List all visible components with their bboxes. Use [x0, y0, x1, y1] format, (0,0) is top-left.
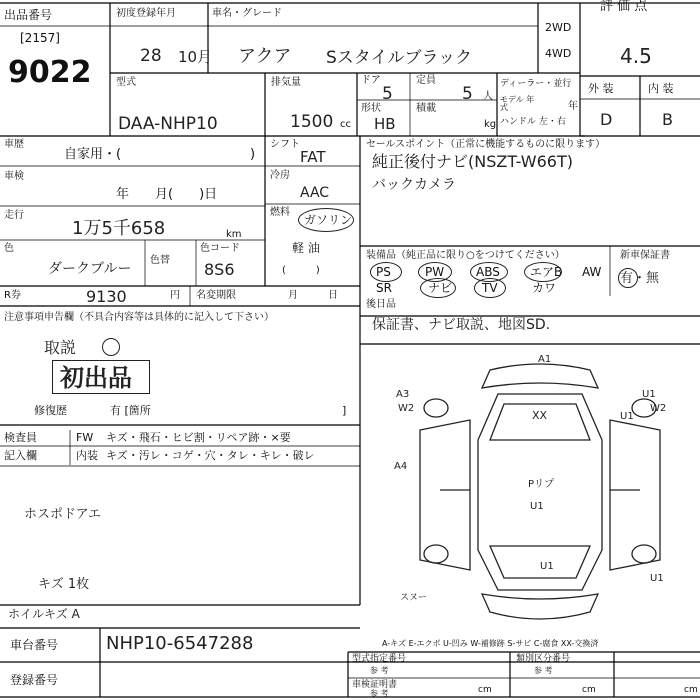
- color-no-label: 色替: [150, 255, 170, 266]
- history-label: 車歴: [4, 139, 24, 150]
- equip-abs: ABS: [476, 265, 500, 279]
- door-label: ドア: [361, 75, 381, 86]
- remark-1: ホスポドアエ: [24, 507, 101, 522]
- interior-grade: B: [662, 110, 673, 129]
- mark-a1: A1: [538, 354, 552, 365]
- equip-tv: TV: [482, 281, 498, 295]
- r-value: 9130: [86, 287, 127, 306]
- wheel-rr: [632, 545, 656, 563]
- mark-pripu: Pリプ: [528, 479, 555, 490]
- inspector-interior: 内装: [76, 449, 98, 462]
- shape-value: HB: [374, 115, 396, 133]
- load-label: 積載: [416, 103, 436, 114]
- name-change-label: 名変期限: [196, 290, 236, 301]
- exterior-label: 外 装: [588, 82, 614, 95]
- lot-number: 9022: [8, 55, 92, 90]
- yen-unit: 円: [170, 290, 180, 301]
- mark-w2-right: W2: [650, 403, 667, 414]
- r-label: R券: [4, 290, 21, 301]
- inspector-label: 検査員: [4, 431, 37, 444]
- mark-u1-rr: U1: [650, 573, 664, 584]
- lot-bracket: [2157]: [20, 31, 60, 45]
- interior-items: キズ・汚レ・コゲ・穴・タレ・キレ・破レ: [106, 449, 315, 462]
- notes-hw1: 取説: [44, 338, 77, 357]
- warranty-label: 新車保証書: [620, 250, 670, 261]
- mark-a3: A3: [396, 389, 410, 400]
- load-unit: kg: [484, 119, 497, 130]
- shift-label: シフト: [270, 139, 300, 150]
- interior-label: 内 装: [648, 82, 674, 95]
- equip-airbag: エアB: [530, 265, 563, 279]
- model: DAA-NHP10: [118, 114, 218, 134]
- diagram-legend: A-キズ E-エクボ U-凹み W-補修跡 S-サビ C-腐食 XX-交換済: [382, 639, 599, 648]
- notes-box: [52, 360, 150, 394]
- notes-hw2: 初出品: [60, 364, 132, 392]
- chassis-label: 車台番号: [10, 638, 59, 652]
- color-code-label: 色コード: [200, 243, 240, 254]
- dealer-label: ディーラー・並行: [500, 79, 572, 89]
- chassis-value: NHP10-6547288: [106, 633, 254, 654]
- type-designation-label: 型式指定番号: [352, 654, 407, 664]
- km-unit: km: [226, 229, 242, 240]
- warranty-circle: [618, 268, 638, 288]
- reg-cert-label: 車検証明書: [352, 680, 398, 690]
- car-name-label: 車名・グレード: [212, 8, 282, 19]
- color-label: 色: [4, 243, 14, 254]
- notes-label: 注意事項申告欄（不具合内容等は具体的に記入して下さい）: [4, 312, 274, 323]
- sales-point-line2: バックカメラ: [372, 177, 456, 193]
- drive-2wd: 2WD: [545, 21, 572, 34]
- shift-value: FAT: [300, 148, 326, 166]
- capacity-unit: 人: [483, 91, 493, 102]
- ac-label: 冷房: [270, 170, 290, 181]
- year-unit: 年: [568, 101, 578, 112]
- inspection-value: 年 月( )日: [116, 187, 218, 202]
- shape-label: 形状: [361, 103, 381, 114]
- door-value: 5: [382, 84, 393, 104]
- car-rear-outline: [482, 594, 598, 619]
- mark-u1-center: U1: [530, 501, 544, 512]
- exterior-grade: D: [600, 110, 613, 129]
- grade: Sスタイルブラック: [326, 48, 473, 68]
- inspector-fw: FW: [76, 431, 94, 444]
- type-designation-ref: 参 考: [370, 666, 389, 675]
- remark-3: ホイルキズ A: [8, 607, 80, 621]
- capacity-label: 定員: [416, 75, 436, 86]
- reg-year: 28: [140, 46, 162, 66]
- model-label: 型式: [116, 77, 136, 88]
- mark-u1-right: U1: [642, 389, 656, 400]
- equip-aw: AW: [582, 265, 602, 279]
- repair-close: ]: [342, 404, 347, 417]
- ac-value: AAC: [300, 185, 330, 201]
- inspection-label: 車検: [4, 171, 24, 182]
- fuel-value: ガソリン: [304, 213, 353, 227]
- fuel-alt: 軽 油: [292, 241, 320, 255]
- fw-items: キズ・飛石・ヒビ割・リペア跡・×要: [106, 431, 291, 444]
- category-label: 類別区分番号: [516, 654, 571, 664]
- displacement: 1500: [290, 112, 334, 132]
- equip-leather: カワ: [532, 281, 557, 295]
- cm-2: cm: [582, 685, 596, 695]
- equip-sr: SR: [376, 281, 392, 295]
- after-label: 後日品: [366, 299, 396, 310]
- sales-point-line1: 純正後付ナビ(NSZT-W66T): [372, 152, 573, 171]
- first-reg-label: 初度登録年月: [116, 8, 176, 19]
- mark-w2-left: W2: [398, 403, 415, 414]
- name-change-value: 月 日: [288, 290, 338, 301]
- repair-label: 修復歴: [34, 404, 67, 417]
- mark-snow: スヌー: [400, 593, 428, 603]
- circle-ps: [370, 262, 402, 282]
- color-value: ダークブルー: [48, 261, 132, 277]
- color-code-paren: ( ): [282, 265, 320, 276]
- car-front-outline: [482, 364, 598, 388]
- entry-label: 記入欄: [4, 449, 37, 462]
- circle-navi: [420, 278, 456, 298]
- equipment-label: 装備品（純正品に限り○をつけてください）: [366, 250, 565, 261]
- cm-3: cm: [684, 685, 698, 695]
- circle-airbag: [524, 262, 562, 282]
- mileage-label: 走行: [4, 210, 24, 221]
- equip-pw: PW: [425, 265, 445, 279]
- drive-4wd: 4WD: [545, 47, 572, 60]
- mileage-value: 1万5千658: [72, 218, 166, 239]
- rating-label: 評 価 点: [600, 0, 648, 14]
- cm-1: cm: [478, 685, 492, 695]
- sales-point-label: セールスポイント（正常に機能するものに限ります）: [366, 139, 606, 150]
- car-name: アクア: [238, 46, 292, 67]
- mark-xx: XX: [532, 409, 548, 422]
- handle-label: ハンドル 左・右: [500, 117, 566, 127]
- equip-ps: PS: [376, 265, 391, 279]
- warranty-value: 有・無: [620, 271, 660, 286]
- reg-label: 登録番号: [10, 673, 59, 687]
- after-value: 保証書、ナビ取説、地図SD.: [372, 317, 551, 333]
- mark-a4: A4: [394, 461, 408, 472]
- rating-value: 4.5: [620, 44, 652, 68]
- circle-tv: [474, 278, 506, 298]
- capacity-value: 5: [462, 84, 473, 104]
- equip-navi: ナビ: [428, 281, 453, 295]
- lot-label: 出品番号: [4, 8, 53, 22]
- reg-cert-ref: 参 考: [370, 689, 389, 698]
- fuel-label: 燃料: [270, 207, 290, 218]
- mark-u1-rear: U1: [540, 561, 554, 572]
- reg-month: 10月: [178, 48, 213, 66]
- model-year-label: モデル 年式: [500, 95, 535, 112]
- color-code: 8S6: [204, 260, 235, 279]
- history-close: ): [250, 147, 256, 162]
- wheel-fl: [424, 399, 448, 417]
- mark-u1-door: U1: [620, 411, 634, 422]
- displacement-label: 排気量: [271, 77, 301, 88]
- category-ref: 参 考: [534, 666, 553, 675]
- fuel-circle: [298, 208, 354, 232]
- wheel-rl: [424, 545, 448, 563]
- history-value: 自家用・(: [64, 147, 122, 162]
- cc-unit: cc: [340, 119, 351, 130]
- repair-value: 有 [箇所: [110, 404, 151, 417]
- notes-circle-2: [102, 338, 120, 356]
- remark-2: キズ 1枚: [38, 577, 90, 592]
